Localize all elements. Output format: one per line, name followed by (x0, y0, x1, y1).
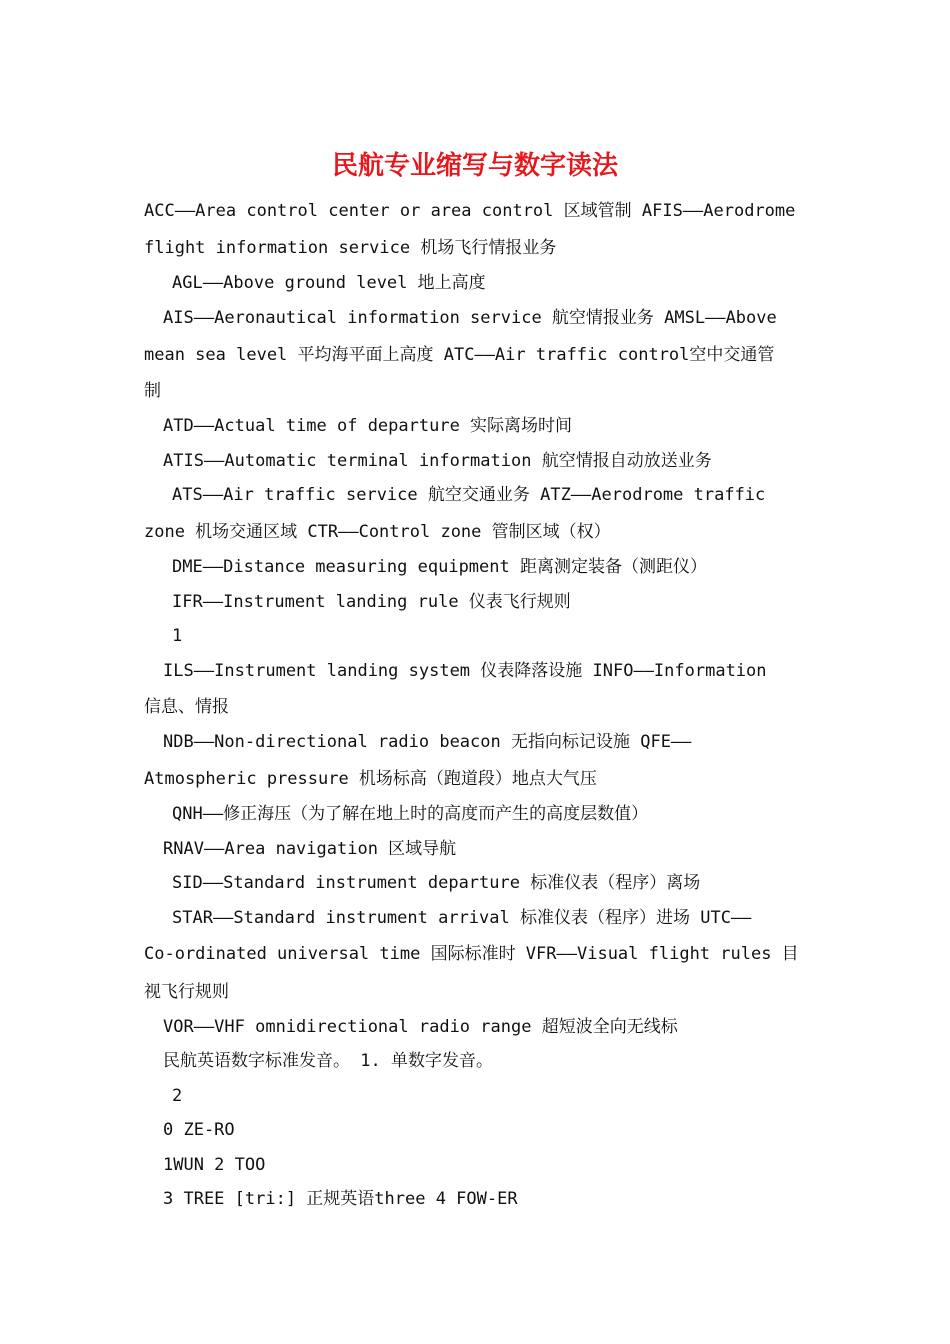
text-line: NDB——Non-directional radio beacon 无指向标记设施 QFE—— (163, 732, 692, 752)
text-line: zone 机场交通区域 CTR——Control zone 管制区域（权） (144, 522, 611, 542)
text-line: 0 ZE-RO (163, 1120, 235, 1140)
text-line: Co-ordinated universal time 国际标准时 VFR——Visual flight rules 目 (144, 944, 799, 964)
text-line: mean sea level 平均海平面上高度 ATC——Air traffic control空中交通管 (144, 345, 775, 365)
text-line: ILS——Instrument landing system 仪表降落设施 INFO——Information (163, 661, 767, 681)
page-number: 1 (172, 626, 183, 646)
text-line: RNAV——Area navigation 区域导航 (163, 839, 457, 859)
text-line: ATIS——Automatic terminal information 航空情报自动放送业务 (163, 451, 712, 471)
text-line: QNH——修正海压（为了解在地上时的高度而产生的高度层数值） (172, 804, 649, 824)
text-line: 民航英语数字标准发音。 1. 单数字发音。 (163, 1051, 493, 1071)
page-number: 2 (172, 1086, 183, 1106)
text-line: AIS——Aeronautical information service 航空情报业务 AMSL——Above (163, 308, 777, 328)
text-line: SID——Standard instrument departure 标准仪表（程序）离场 (172, 873, 701, 893)
text-line: ACC——Area control center or area control 区域管制 AFIS——Aerodrome (144, 201, 796, 221)
text-line: DME——Distance measuring equipment 距离测定装备（测距仪） (172, 557, 707, 577)
text-line: 信息、情报 (144, 697, 229, 717)
text-line: flight information service 机场飞行情报业务 (144, 238, 557, 258)
text-line: ATD——Actual time of departure 实际离场时间 (163, 416, 573, 436)
document-title: 民航专业缩写与数字读法 (331, 151, 618, 181)
text-line: ATS——Air traffic service 航空交通业务 ATZ——Aerodrome traffic (172, 485, 766, 505)
text-line: AGL——Above ground level 地上高度 (172, 273, 486, 293)
text-line: 3 TREE [tri:] 正规英语three 4 FOW-ER (163, 1189, 518, 1209)
text-line: VOR——VHF omnidirectional radio range 超短波全向无线标 (163, 1017, 678, 1037)
text-line: STAR——Standard instrument arrival 标准仪表（程序）进场 UTC—— (172, 908, 752, 928)
text-line: IFR——Instrument landing rule 仪表飞行规则 (172, 592, 571, 612)
text-line: 制 (144, 381, 161, 401)
text-line: 视飞行规则 (144, 982, 229, 1002)
text-line: Atmospheric pressure 机场标高（跑道段）地点大气压 (144, 769, 597, 789)
text-line: 1WUN 2 TOO (163, 1155, 266, 1175)
